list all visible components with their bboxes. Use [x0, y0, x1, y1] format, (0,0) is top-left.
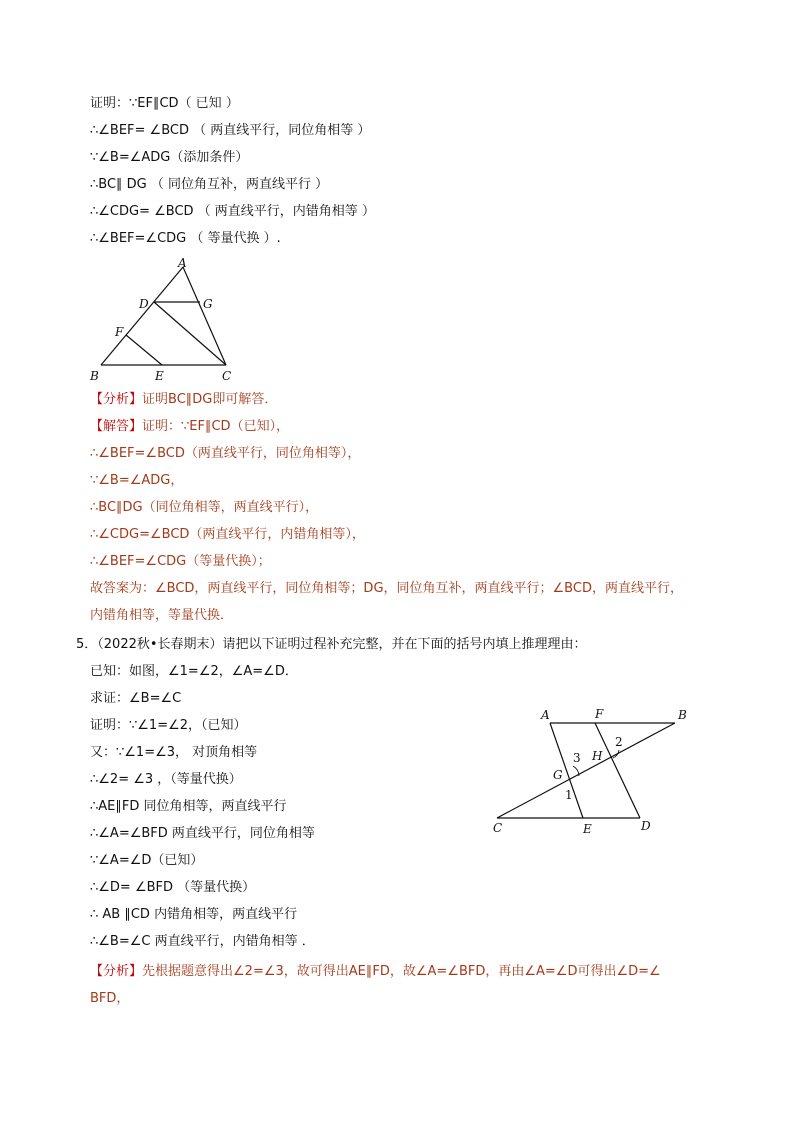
fig1-label-a: A — [178, 256, 187, 270]
fig2-label-e: E — [583, 822, 592, 836]
analysis1-step-5: ∴∠BEF=∠CDG（等量代换）； — [90, 554, 271, 569]
p5-line-5: ∴∠A=∠BFD 两直线平行，同位角相等 — [90, 826, 315, 841]
fig2-label-d: D — [641, 819, 651, 833]
jieda-text: 证明：∵EF∥CD（已知）， — [142, 419, 290, 434]
analysis1-step-1: ∴∠BEF=∠BCD（两直线平行，同位角相等）， — [90, 446, 361, 461]
fenxi-tag: 【分析】 — [90, 392, 143, 407]
fig2-label-c: C — [493, 821, 503, 835]
p5-line-3: ∴∠2= ∠3 ，（等量代换） — [90, 772, 242, 787]
analysis1-step-3: ∴BC∥DG（同位角相等，两直线平行）， — [90, 500, 319, 515]
fig1-dc — [154, 302, 226, 365]
fig2-label-3: 3 — [573, 751, 581, 765]
jieda-tag: 【解答】 — [90, 419, 143, 434]
s1-line-3: ∵∠B=∠ADG（添加条件） — [90, 150, 249, 165]
fig2-label-b: B — [678, 708, 687, 722]
fig2-label-g: G — [553, 768, 563, 782]
analysis1-jieda — [90, 418, 289, 436]
fig2-label-h: H — [592, 749, 603, 763]
p5-line-4: ∴AE∥FD 同位角相等，两直线平行 — [90, 799, 287, 814]
fig1-label-c: C — [222, 369, 232, 383]
analysis1-step-2: ∵∠B=∠ADG， — [90, 473, 184, 488]
p5-line-8: ∴ AB ∥CD 内错角相等，两直线平行 — [90, 907, 298, 922]
fig2-line-cb — [497, 723, 675, 818]
analysis2-tag: 【分析】 — [90, 964, 143, 979]
fig1-side-ac — [183, 267, 226, 365]
s1-line-6: ∴∠BEF=∠CDG （ 等量代换 ）. — [90, 231, 281, 246]
analysis2-text-2: BFD， — [90, 991, 130, 1006]
s1-line-2: ∴∠BEF= ∠BCD （ 两直线平行，同位角相等 ） — [90, 123, 371, 138]
fig1-label-d: D — [139, 297, 149, 311]
fig1-label-e: E — [155, 369, 164, 383]
analysis2 — [90, 963, 661, 981]
s1-line-1: 证明：∵EF∥CD（ 已知 ） — [90, 96, 239, 111]
analysis1-step-4: ∴∠CDG=∠BCD（两直线平行，内错角相等）， — [90, 527, 365, 542]
s1-line-5: ∴∠CDG= ∠BCD （ 两直线平行，内错角相等 ） — [90, 204, 375, 219]
analysis1-answer-2: 内错角相等，等量代换． — [90, 608, 234, 623]
fig2-label-f: F — [595, 707, 604, 721]
p5-line-1: 证明：∵∠1=∠2，（已知） — [90, 718, 247, 733]
fig2-label-a: A — [541, 708, 550, 722]
parallel-lines-figure — [485, 700, 700, 840]
fig1-label-b: B — [90, 369, 99, 383]
problem5-prove: 求证：∠B=∠C — [90, 691, 182, 706]
analysis1-fenxi — [90, 391, 277, 409]
p5-line-9: ∴∠B=∠C 两直线平行，内错角相等 ． — [90, 934, 315, 949]
p5-line-7: ∴∠D= ∠BFD （等量代换） — [90, 880, 256, 895]
fig2-label-2: 2 — [615, 735, 623, 749]
p5-line-2: 又：∵∠1=∠3， 对顶角相等 — [90, 745, 258, 760]
analysis1-answer-1: 故答案为：∠BCD，两直线平行，同位角相等；DG，同位角互补，两直线平行；∠BCD，两直线平行， — [90, 581, 683, 596]
problem5-header: 5．（2022秋•长春期末）请把以下证明过程补充完整，并在下面的括号内填上推理理由： — [76, 637, 587, 652]
triangle-figure — [80, 255, 250, 385]
fig1-label-f: F — [115, 325, 124, 339]
fig1-label-g: G — [203, 297, 213, 311]
fenxi-text: 证明BC∥DG即可解答． — [142, 392, 278, 407]
s1-line-4: ∴BC∥ DG （ 同位角互补，两直线平行 ） — [90, 177, 329, 192]
p5-line-6: ∵∠A=∠D（已知） — [90, 853, 204, 868]
analysis2-text-1: 先根据题意得出∠2=∠3，故可得出AE∥FD，故∠A=∠BFD，再由∠A=∠D可得出∠D=∠ — [142, 964, 661, 979]
problem5-given: 已知：如图，∠1=∠2，∠A=∠D． — [90, 664, 298, 679]
fig2-label-1: 1 — [565, 788, 573, 802]
fig1-fe — [126, 335, 162, 365]
